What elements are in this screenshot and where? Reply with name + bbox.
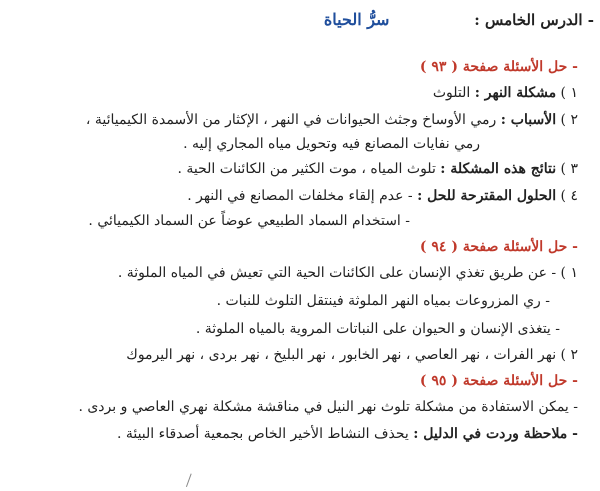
answer-causes-continued: رمي نفايات المصانع فيه وتحويل مياه المجاري إليه . [183,136,480,152]
pen-mark [186,474,201,491]
answer-number: ٣ ) [556,161,578,177]
lesson-label: الدرس الخامس : [474,11,583,29]
answer-94-2: - ري المزروعات بمياه النهر الملوثة فينتقل التلوث للنبات . [216,293,550,309]
answer-number: ٤ ) [556,188,578,204]
answer-results [177,160,578,178]
note-label: - ملاحظة وردت في الدليل : [413,426,578,442]
lesson-title: سرُّ الحياة [323,10,390,29]
answer-text: تلوث المياه ، موت الكثير من الكائنات الحية . [177,161,441,177]
answer-number: ٢ ) [556,112,578,128]
answer-label: الحلول المقترحة للحل : [417,188,557,204]
answer-label: الأسباب : [500,112,557,128]
section-title-93: - حل الأسئلة صفحة ( ٩٣ ) [419,59,578,75]
answer-label: نتائج هذه المشكلة : [440,161,557,177]
answer-94-1: ١ ) - عن طريق تغذي الإنسان على الكائنات الحية التي تعيش في المياه الملوثة . [117,265,578,281]
answer-95-note [117,425,578,443]
answer-label: مشكلة النهر : [474,85,557,101]
section-title-95: - حل الأسئلة صفحة ( ٩٥ ) [419,373,578,389]
answer-94-3: - يتغذى الإنسان و الحيوان على النباتات المروية بالمياه الملوثة . [195,321,560,337]
answer-94-4: ٢ ) نهر الفرات ، نهر العاصي ، نهر الخابور ، نهر البليخ ، نهر بردى ، نهر اليرموك [126,347,578,363]
answer-river-problem [433,84,578,102]
answer-text: رمي الأوساخ وجثث الحيوانات في النهر ، الإكثار من الأسمدة الكيميائية ، [85,112,501,128]
note-text: يحذف النشاط الأخير الخاص بجمعية أصدقاء البيئة . [116,426,414,442]
answer-causes [86,111,578,129]
answer-solutions-continued: - استخدام السماد الطبيعي عوضاً عن السماد الكيميائي . [88,213,410,229]
answer-solutions [187,187,578,205]
answer-text: - عدم إلقاء مخلفات المصانع في النهر . [187,188,418,204]
answer-number: ١ ) [556,85,578,101]
header-prefix: - [582,11,594,29]
lesson-header [324,11,594,29]
answer-95-1: - يمكن الاستفادة من مشكلة تلوث نهر النيل في مناقشة مشكلة نهري العاصي و بردى . [78,399,578,415]
answer-text: التلوث [432,85,475,101]
section-title-94: - حل الأسئلة صفحة ( ٩٤ ) [419,239,578,255]
